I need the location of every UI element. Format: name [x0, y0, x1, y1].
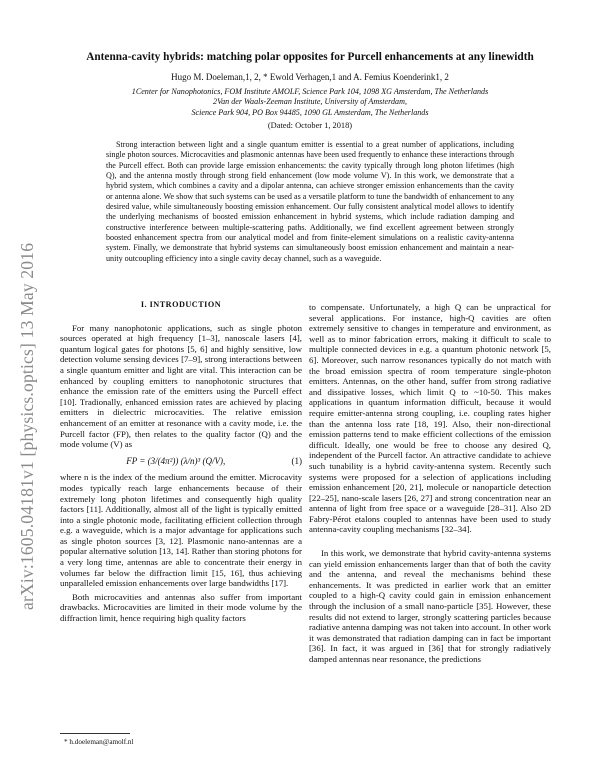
- left-column: [60, 300, 302, 627]
- intro-paragraph-5: In this work, we demonstrate that hybrid cavity-antenna systems can yield emission enhancements larger than that of both the cavity and the antenna, and reveal the mechanisms behind these enhancements. It was predicted in earlier work that an emitter coupled to a high-Q cavity could gain in emission enhancement through the inclusion of a small nano-particle [35]. However, these results did not extend to larger, strongly scattering particles because radiative antenna damping was not taken into account. In other work it was demonstrated that radiation damping can in fact be important [36]. In fact, it was argued in [36] that for strongly radiatively damped antennas near resonance, the predictions: [309, 548, 551, 664]
- equation-1: [60, 456, 302, 467]
- affiliation-2: 2Van der Waals-Zeeman Institute, University of Amsterdam,: [213, 97, 407, 107]
- intro-paragraph-2: where n is the index of the medium around the emitter. Microcavity modes typically reach large enhancements because of their extremely long photon lifetimes and consequently high quality factors [11]. Additionally, almost all of the light is typically emitted into a single photonic mode, facilitating efficient collection through e.g. a waveguide, which is a major advantage for applications such as single photon sources [3, 12]. Plasmonic nano-antennas are a popular alternative solution [13, 14]. Rather than storing photons for a very long time, antennas are able to concentrate their energy in volumes far below the diffraction limit [15, 16], thus achieving unparalleled emission enhancements over large bandwidths [17].: [60, 472, 302, 589]
- intro-paragraph-3: Both microcavities and antennas also suffer from important drawbacks. Microcavities are limited in their mode volume by the diffraction limit, hence requiring high quality factors: [60, 591, 302, 624]
- abstract: Strong interaction between light and a single quantum emitter is essential to a great number of applications, including single photon sources. Microcavities and plasmonic antennas have been used frequently to enhance these interactions through the Purcell effect. Both can provide large emission enhancements: the cavity typically through long photon lifetimes (high Q), and the antenna mostly through strong field enhancement (low mode volume V). In this work, we demonstrate that a hybrid system, which combines a cavity and a dipolar antenna, can achieve stronger emission enhancements than the cavity or antenna alone. We show that such systems can be used as a versatile platform to tune the bandwidth of enhancement to any desired value, while simultaneously boosting emission enhancement. Our fully consistent analytical model allows to identify the underlying mechanisms of boosted emission enhancement in hybrid systems, which include radiation damping and constructive interference between multiple-scattering paths. Additionally, we find excellent agreement between strongly boosted enhancement spectra from our analytical model and from finite-element simulations on a realistic cavity-antenna system. Finally, we demonstrate that hybrid systems can simultaneously boost emission enhancement and maintain a near-unity outcoupling efficiency into a single cavity decay channel, such as a waveguide.: [106, 140, 514, 263]
- affiliations: [60, 87, 560, 118]
- intro-paragraph-1: For many nanophotonic applications, such as single photon sources operated at high frequency [1–3], nanoscale lasers [4], quantum logical gates for photons [5, 6] and highly sensitive, low detection volume sensing devices [7–9], strong interactions between a single quantum emitter and light are vital. This interaction can be enhanced by coupling emitters to nanophotonic structures that enhance the emission rate of the emitters using the Purcell effect [10]. Tradionally, enhanced emission rates are achieved by placing emitters in dielectric microcavities. The relative emission enhancement of an emitter at resonance with a cavity mode, i.e. the Purcell factor (FP), then relates to the quality factor (Q) and the mode volume (V) as: [60, 322, 302, 450]
- author-list: Hugo M. Doeleman,1, 2, * Ewold Verhagen,1 and A. Femius Koenderink1, 2: [171, 72, 449, 82]
- arxiv-identifier: arXiv:1605.04181v1 [physics.optics] 13 May 2016: [17, 242, 37, 610]
- date-line: (Dated: October 1, 2018): [267, 121, 353, 130]
- paper-title: Antenna-cavity hybrids: matching polar opposites for Purcell enhancements at any linewidth: [86, 51, 534, 63]
- arxiv-sidebar: [2, 110, 37, 610]
- intro-paragraph-4: to compensate. Unfortunately, a high Q can be unpractical for several applications. For instance, high-Q cavities are often extremely sensitive to changes in temperature and environment, as well as to minor fabrication errors, making it difficult to scale to multiple connected devices in e.g. a quantum photonic network [5, 6]. Moreover, such narrow resonances typically do not match with the broad emission spectra of room temperature single-photon emitters. Antennas, on the other hand, suffer from strong radiative and dissipative losses, which limit Q to ~10-50. This makes applications in quantum information difficult, because it would require emitter-antenna strong coupling, i.e. coupling rates higher than the antenna loss rate [18, 19]. Also, their non-directional emission patterns tend to make efficient collections of the emission difficult. Ideally, one would be free to choose any desired Q, independent of the Purcell factor. An attractive candidate to achieve such tunability is a hybrid cavity-antenna system. Recently such systems were proposed for a selection of applications including emission enhancement [20, 21], molecule or nanoparticle detection [22–25], nano-scale lasers [26, 27] and strong concentration near an antenna of light from free space or a waveguide [28–31]. Also 2D Fabry-Pérot etalons coupled to antennas have been used to study antenna-cavity coupling mechanisms [32–34].: [309, 302, 551, 535]
- footnote-email: * h.doeleman@amolf.nl: [64, 738, 134, 746]
- purcell-equation: FP = (3/(4π²)) (λ/n)³ (Q/V),: [126, 455, 226, 466]
- equation-number: (1): [291, 455, 302, 466]
- affiliation-1: 1Center for Nanophotonics, FOM Institute AMOLF, Science Park 104, 1098 XG Amsterdam, The Netherlands: [131, 87, 489, 96]
- right-column: [309, 302, 551, 668]
- section-heading-introduction: I. INTRODUCTION: [140, 300, 222, 309]
- footnote-rule: [60, 733, 130, 734]
- affiliation-2-address: Science Park 904, PO Box 94485, 1090 GL Amsterdam, The Netherlands: [191, 107, 429, 117]
